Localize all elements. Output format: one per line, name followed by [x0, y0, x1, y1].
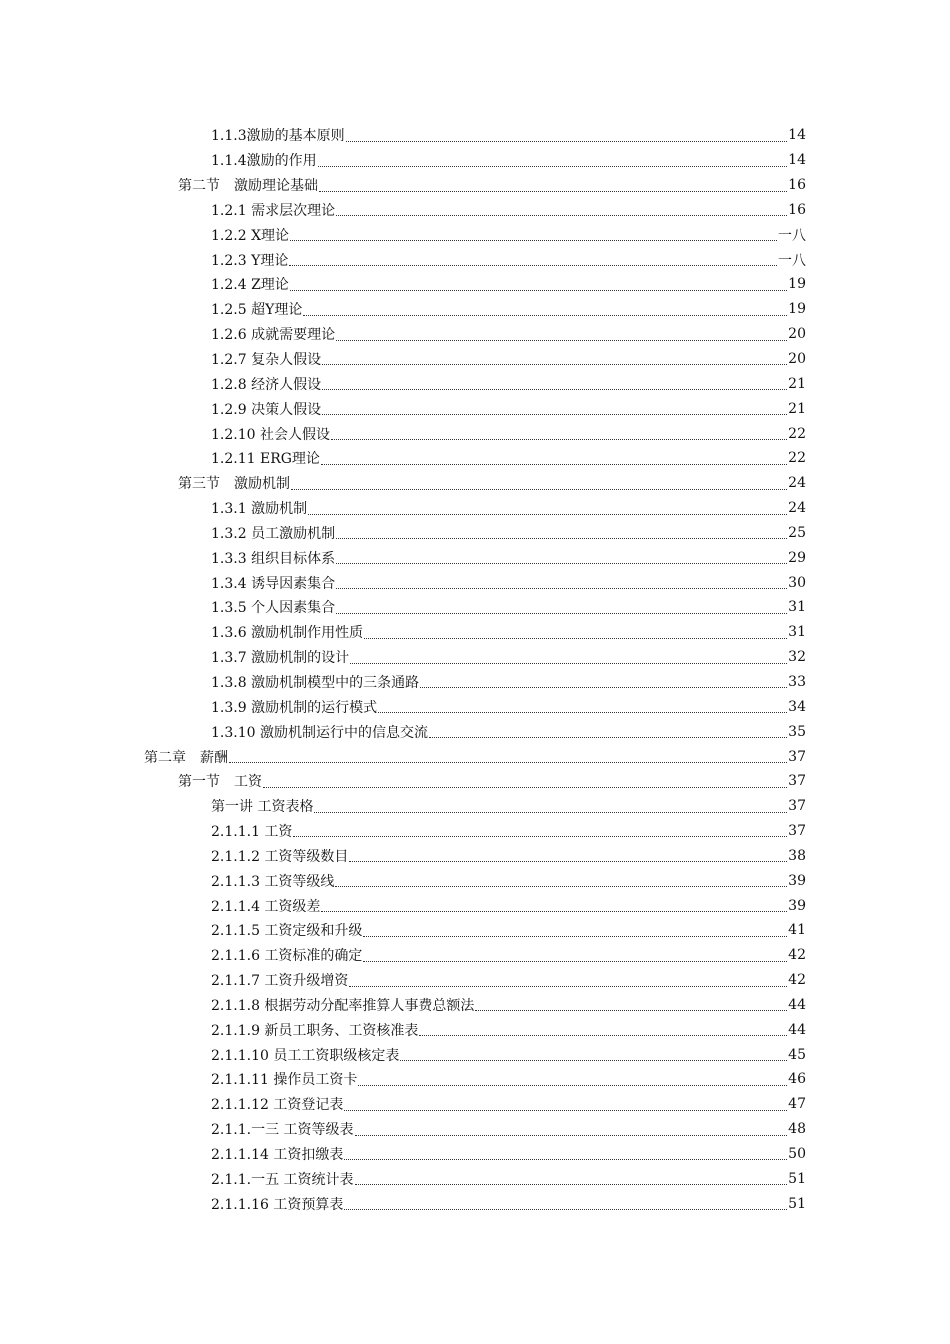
toc-entry[interactable]	[0, 496, 950, 521]
toc-entry-page: 16	[788, 201, 806, 218]
toc-entry-page: 31	[788, 599, 806, 616]
toc-entry-label: 第一节 工资	[178, 774, 262, 791]
toc-entry-page: 20	[788, 326, 806, 343]
toc-entry-page: 24	[788, 500, 806, 517]
toc-entry-page: 37	[788, 748, 806, 765]
toc-entry-label: 1.3.6 激励机制作用性质	[211, 625, 364, 642]
toc-entry[interactable]	[0, 993, 950, 1018]
toc-entry-page: 32	[788, 649, 806, 666]
toc-entry-page: 35	[788, 723, 806, 740]
toc-entry-page: 20	[788, 351, 806, 368]
toc-entry-label: 1.2.3 Y理论	[211, 252, 289, 269]
dot-leader	[336, 214, 787, 216]
dot-leader	[344, 1208, 787, 1210]
toc-entry[interactable]	[0, 1117, 950, 1142]
toc-entry-label: 1.2.1 需求层次理论	[211, 202, 336, 219]
toc-entry-page: 50	[788, 1146, 806, 1163]
toc-entry-label: 1.2.11 ERG理论	[211, 451, 320, 468]
toc-entry-label: 1.2.8 经济人假设	[211, 376, 322, 393]
dot-leader	[229, 761, 787, 763]
toc-entry-page: 39	[788, 872, 806, 889]
dot-leader	[322, 388, 787, 390]
dot-leader	[420, 686, 787, 688]
toc-entry-page: 24	[788, 475, 806, 492]
toc-entry[interactable]	[0, 570, 950, 595]
toc-entry-page: 37	[788, 823, 806, 840]
dot-leader	[349, 860, 787, 862]
dot-leader	[400, 1059, 787, 1061]
toc-entry-label: 1.3.9 激励机制的运行模式	[211, 699, 378, 716]
toc-entry[interactable]	[0, 1042, 950, 1067]
toc-entry[interactable]	[0, 198, 950, 223]
toc-entry-label: 1.2.10 社会人假设	[211, 426, 330, 443]
dot-leader	[321, 463, 787, 465]
toc-entry-label: 1.3.8 激励机制模型中的三条通路	[211, 674, 420, 691]
toc-entry[interactable]	[0, 670, 950, 695]
toc-entry[interactable]	[0, 769, 950, 794]
toc-entry[interactable]	[0, 843, 950, 868]
toc-entry[interactable]	[0, 148, 950, 173]
dot-leader	[349, 985, 787, 987]
toc-entry-label: 2.1.1.4 工资级差	[211, 898, 321, 915]
dot-leader	[344, 1158, 787, 1160]
toc-entry-page: 46	[788, 1071, 806, 1088]
toc-entry[interactable]	[0, 868, 950, 893]
dot-leader	[355, 1183, 788, 1185]
dot-leader	[289, 264, 777, 266]
toc-entry-page: 41	[788, 922, 806, 939]
toc-entry-page: 一八	[778, 227, 806, 244]
toc-entry-label: 2.1.1.11 操作员工资卡	[211, 1072, 358, 1089]
toc-entry-label: 2.1.1.9 新员工职务、工资核准表	[211, 1022, 419, 1039]
toc-entry-page: 一八	[778, 252, 806, 269]
toc-entry-label: 1.3.4 诱导因素集合	[211, 575, 336, 592]
toc-entry[interactable]	[0, 893, 950, 918]
dot-leader	[319, 190, 787, 192]
dot-leader	[290, 239, 777, 241]
toc-entry-label: 2.1.1.16 工资预算表	[211, 1196, 344, 1213]
toc-entry-label: 1.3.1 激励机制	[211, 501, 308, 518]
dot-leader	[322, 413, 787, 415]
toc-entry-page: 14	[788, 127, 806, 144]
toc-entry-page: 45	[788, 1046, 806, 1063]
dot-leader	[336, 587, 787, 589]
toc-entry-page: 21	[788, 400, 806, 417]
toc-entry-label: 1.2.7 复杂人假设	[211, 352, 322, 369]
toc-entry-page: 30	[788, 574, 806, 591]
dot-leader	[419, 1034, 787, 1036]
toc-entry-label: 1.3.2 员工激励机制	[211, 525, 336, 542]
toc-entry-page: 31	[788, 624, 806, 641]
toc-entry-label: 1.1.3激励的基本原则	[211, 128, 345, 145]
toc-entry[interactable]	[0, 421, 950, 446]
toc-entry-page: 22	[788, 425, 806, 442]
toc-entry[interactable]	[0, 396, 950, 421]
toc-entry-label: 1.2.4 Z理论	[211, 277, 289, 294]
toc-entry-label: 2.1.1.7 工资升级增资	[211, 973, 349, 990]
toc-entry-page: 42	[788, 947, 806, 964]
toc-entry-label: 1.2.5 超Y理论	[211, 302, 303, 319]
toc-entry[interactable]	[0, 819, 950, 844]
toc-entry-page: 37	[788, 798, 806, 815]
toc-entry-label: 1.3.7 激励机制的设计	[211, 650, 350, 667]
toc-entry-label: 2.1.1.5 工资定级和升级	[211, 923, 363, 940]
toc-entry-label: 1.2.2 X理论	[211, 227, 290, 244]
dot-leader	[308, 513, 787, 515]
toc-entry-page: 25	[788, 524, 806, 541]
toc-entry[interactable]	[0, 1191, 950, 1216]
toc-entry-label: 2.1.1.2 工资等级数目	[211, 848, 349, 865]
toc-entry[interactable]	[0, 595, 950, 620]
toc-entry[interactable]	[0, 545, 950, 570]
toc-entry-label: 1.1.4激励的作用	[211, 153, 317, 170]
toc-entry[interactable]	[0, 1092, 950, 1117]
toc-entry-label: 1.3.5 个人因素集合	[211, 600, 336, 617]
toc-entry-label: 1.2.6 成就需要理论	[211, 327, 336, 344]
dot-leader	[336, 612, 787, 614]
toc-entry-page: 29	[788, 549, 806, 566]
toc-entry-page: 33	[788, 673, 806, 690]
toc-entry[interactable]	[0, 297, 950, 322]
toc-entry-label: 2.1.1.6 工资标准的确定	[211, 948, 363, 965]
toc-entry[interactable]	[0, 943, 950, 968]
toc-entry-page: 44	[788, 1021, 806, 1038]
toc-entry-page: 34	[788, 698, 806, 715]
toc-entry[interactable]	[0, 645, 950, 670]
dot-leader	[263, 786, 787, 788]
toc-entry-label: 2.1.1.一三 工资等级表	[211, 1122, 354, 1139]
toc-entry-page: 14	[788, 152, 806, 169]
toc-entry-page: 48	[788, 1121, 806, 1138]
toc-entry[interactable]	[0, 694, 950, 719]
dot-leader	[321, 910, 787, 912]
toc-entry-label: 2.1.1.8 根据劳动分配率推算人事费总额法	[211, 997, 475, 1014]
dot-leader	[291, 488, 787, 490]
toc-entry-label: 2.1.1.3 工资等级线	[211, 873, 335, 890]
toc-entry-page: 39	[788, 897, 806, 914]
toc-entry-label: 2.1.1.14 工资扣缴表	[211, 1147, 344, 1164]
toc-entry-label: 1.3.10 激励机制运行中的信息交流	[211, 724, 428, 741]
toc-entry-page: 44	[788, 996, 806, 1013]
toc-entry-page: 19	[788, 301, 806, 318]
toc-entry-page: 16	[788, 177, 806, 194]
table-of-contents	[0, 123, 950, 1216]
toc-entry-label: 第二章 薪酬	[144, 749, 228, 766]
toc-entry-label: 2.1.1.10 员工工资职级核定表	[211, 1047, 400, 1064]
toc-entry-label: 第三节 激励机制	[178, 476, 290, 493]
toc-entry-label: 第二节 激励理论基础	[178, 178, 318, 195]
dot-leader	[335, 885, 787, 887]
dot-leader	[363, 935, 787, 937]
toc-entry[interactable]	[0, 347, 950, 372]
toc-entry[interactable]	[0, 247, 950, 272]
toc-entry-label: 2.1.1.一五 工资统计表	[211, 1171, 354, 1188]
dot-leader	[350, 662, 787, 664]
toc-entry[interactable]	[0, 1166, 950, 1191]
toc-entry[interactable]	[0, 521, 950, 546]
toc-entry[interactable]	[0, 173, 950, 198]
toc-entry-label: 1.2.9 决策人假设	[211, 401, 322, 418]
toc-entry[interactable]	[0, 719, 950, 744]
toc-entry-page: 22	[788, 450, 806, 467]
toc-entry[interactable]	[0, 272, 950, 297]
dot-leader	[318, 165, 788, 167]
dot-leader	[336, 562, 787, 564]
toc-entry[interactable]	[0, 620, 950, 645]
toc-entry-label: 2.1.1.12 工资登记表	[211, 1097, 344, 1114]
toc-entry[interactable]	[0, 1142, 950, 1167]
toc-entry-page: 37	[788, 773, 806, 790]
toc-entry-label: 第一讲 工资表格	[211, 799, 314, 816]
dot-leader	[331, 438, 787, 440]
dot-leader	[293, 835, 787, 837]
dot-leader	[336, 339, 787, 341]
dot-leader	[346, 140, 788, 142]
toc-entry[interactable]	[0, 1067, 950, 1092]
toc-entry-label: 2.1.1.1 工资	[211, 824, 293, 841]
dot-leader	[475, 1009, 787, 1011]
toc-entry[interactable]	[0, 446, 950, 471]
toc-entry[interactable]	[0, 471, 950, 496]
toc-entry[interactable]	[0, 123, 950, 148]
dot-leader	[303, 314, 787, 316]
dot-leader	[429, 736, 787, 738]
toc-entry-page: 47	[788, 1096, 806, 1113]
dot-leader	[355, 1134, 788, 1136]
toc-entry-page: 21	[788, 375, 806, 392]
toc-entry-page: 38	[788, 847, 806, 864]
dot-leader	[336, 537, 787, 539]
toc-entry-page: 42	[788, 972, 806, 989]
toc-entry[interactable]	[0, 371, 950, 396]
dot-leader	[364, 637, 787, 639]
toc-entry[interactable]	[0, 1017, 950, 1042]
dot-leader	[344, 1109, 787, 1111]
toc-entry[interactable]	[0, 968, 950, 993]
toc-entry[interactable]	[0, 322, 950, 347]
toc-entry-page: 51	[788, 1195, 806, 1212]
toc-entry[interactable]	[0, 794, 950, 819]
dot-leader	[314, 811, 787, 813]
dot-leader	[363, 960, 787, 962]
toc-entry[interactable]	[0, 222, 950, 247]
toc-entry[interactable]	[0, 918, 950, 943]
dot-leader	[378, 711, 787, 713]
toc-entry-page: 51	[788, 1170, 806, 1187]
dot-leader	[322, 363, 787, 365]
dot-leader	[290, 289, 787, 291]
toc-entry[interactable]	[0, 744, 950, 769]
toc-entry-label: 1.3.3 组织目标体系	[211, 550, 336, 567]
toc-entry-page: 19	[788, 276, 806, 293]
dot-leader	[358, 1084, 787, 1086]
